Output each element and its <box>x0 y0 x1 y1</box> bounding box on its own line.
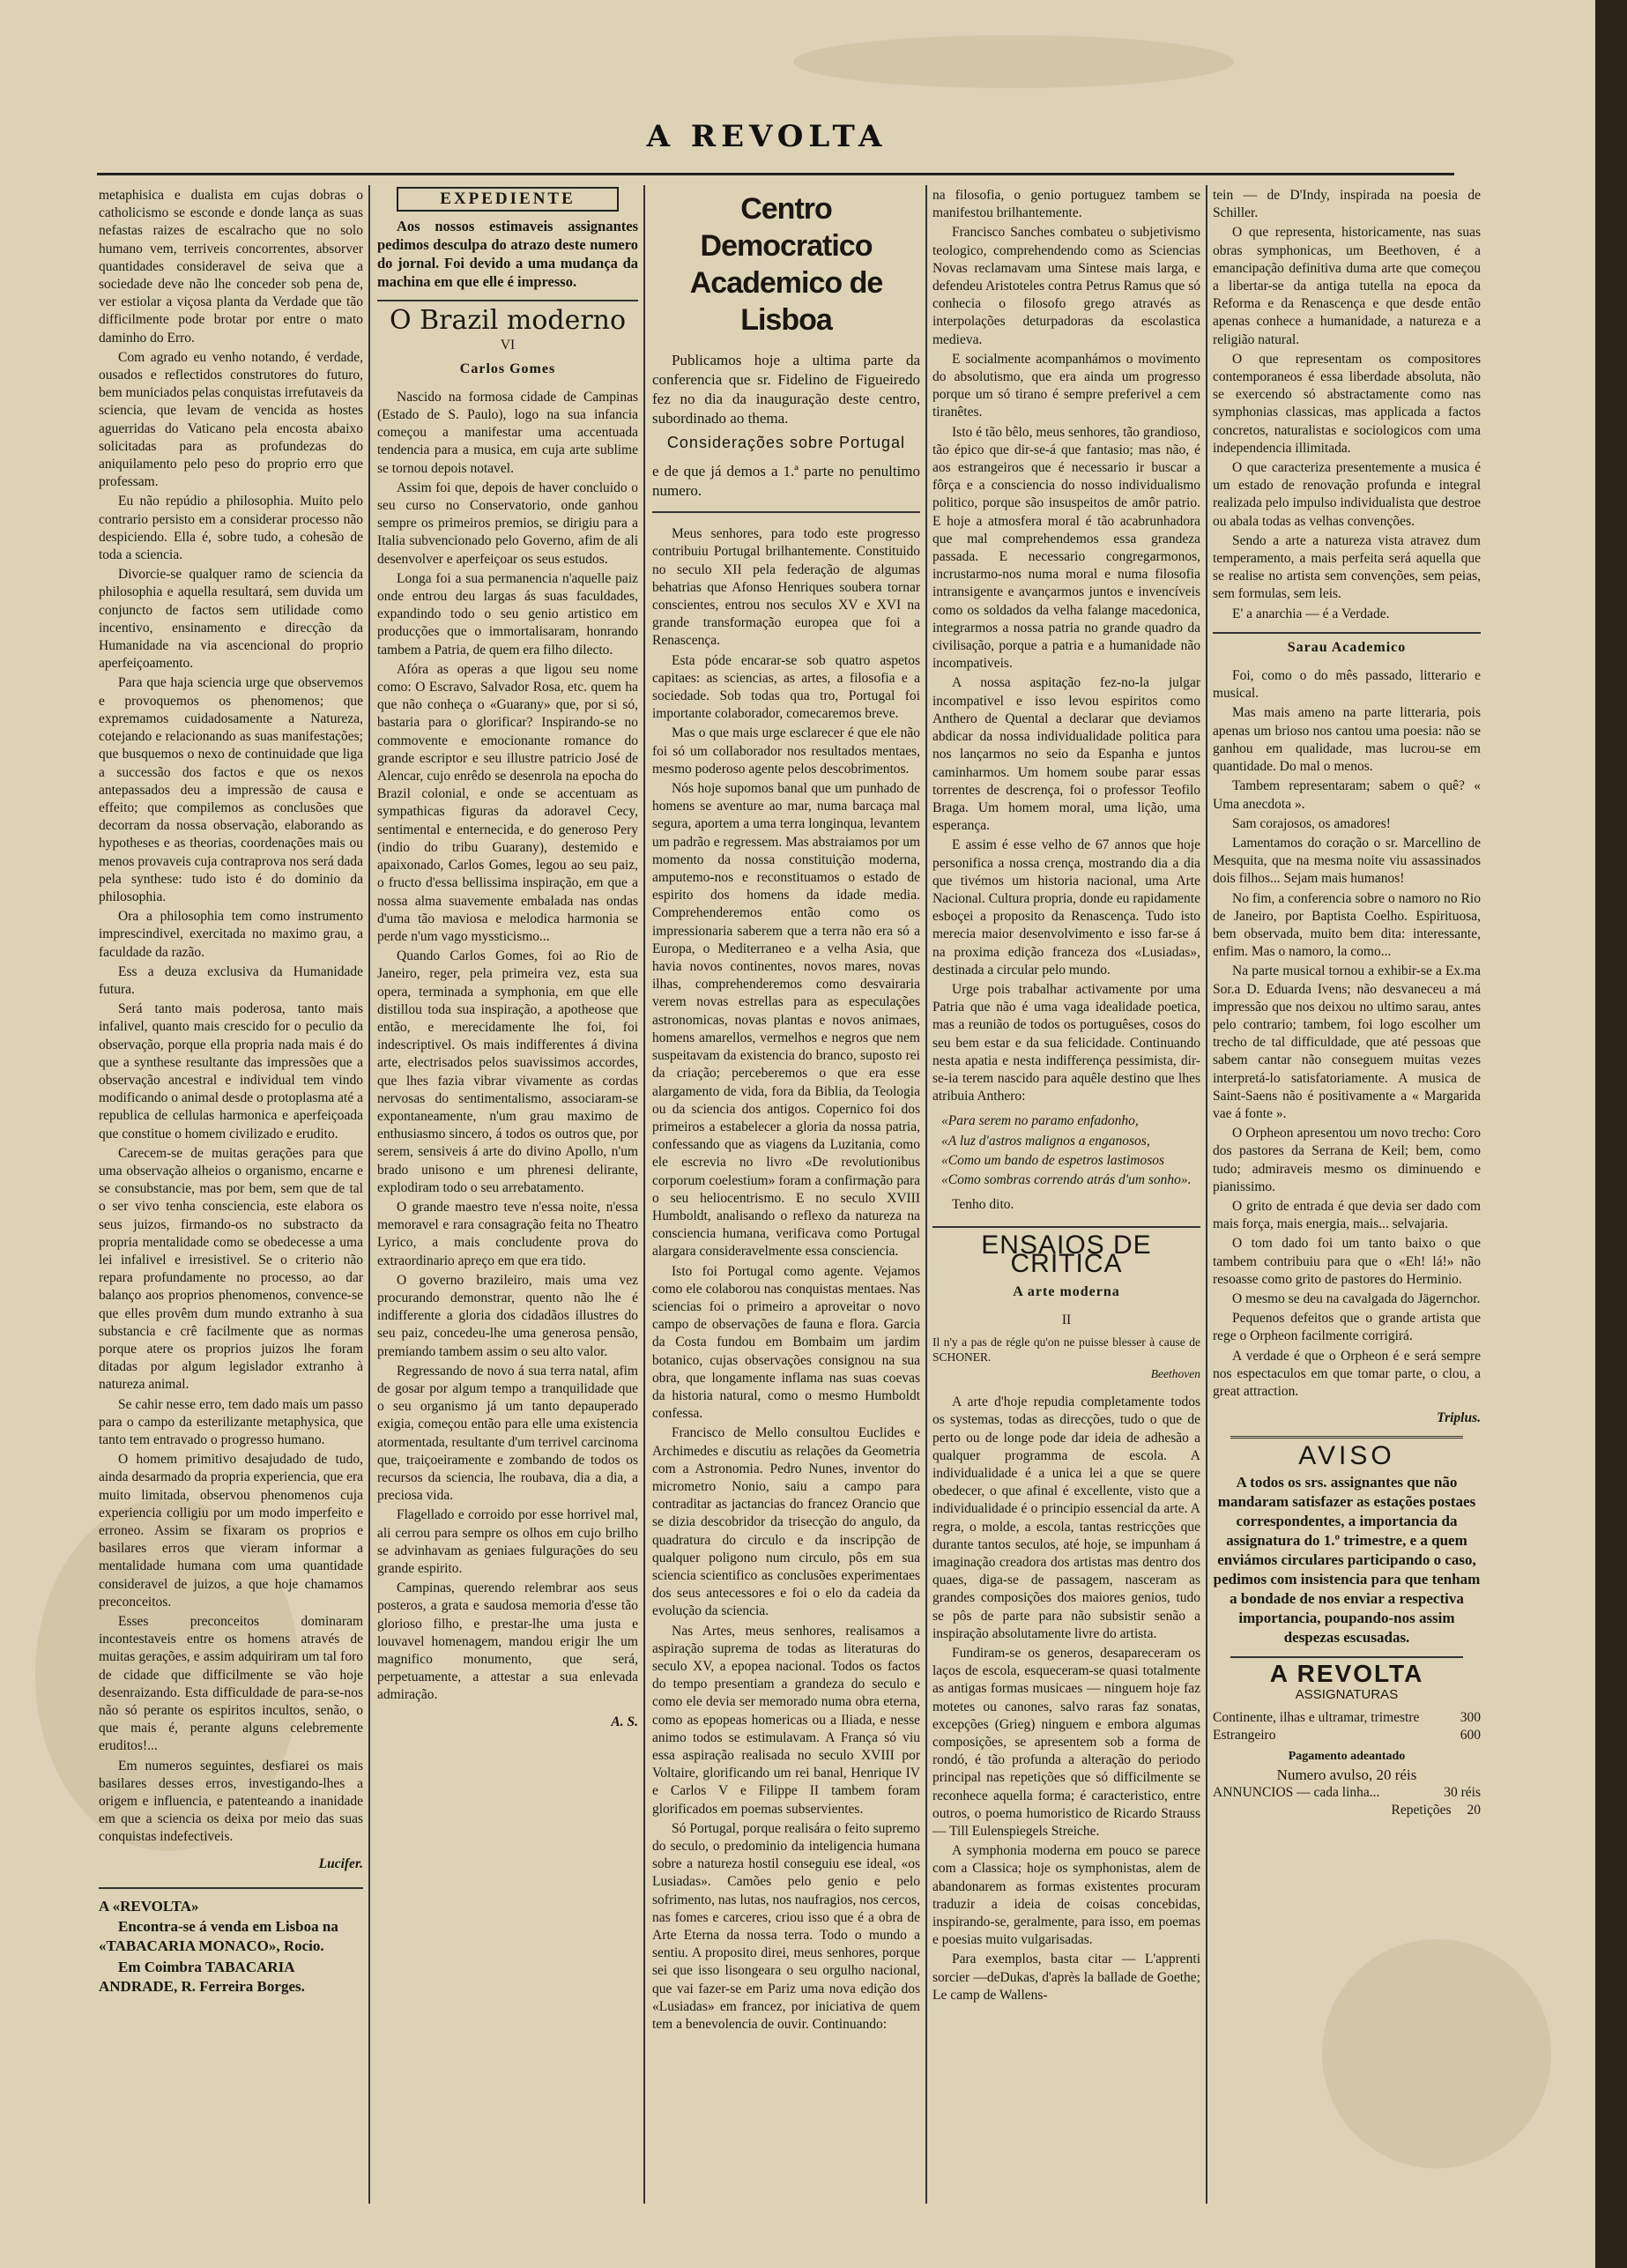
article-subtitle: Carlos Gomes <box>459 361 556 376</box>
paragraph: O Orpheon apresentou um novo trecho: Coro dos pastores da Serrana de Keil; bem, como tudo; admiraveis mesmo os diminuendo e pianissimo. <box>1213 1126 1481 1194</box>
verse-line: «Como um bando de espetros lastimosos <box>941 1152 1165 1168</box>
paragraph: E' a anarchia — é a Verdade. <box>1232 606 1390 621</box>
closing: Tenho dito. <box>952 1197 1014 1213</box>
column-4 <box>932 187 1200 2214</box>
section-number: II <box>1061 1312 1072 1327</box>
paragraph: Francisco de Mello consultou Euclides e Archimedes e discutiu as relações da Geometria com a Astronomia. Pedro Nunes, inventor do micrometro Nonio, saiu a campo para contraditar as jactancias do francez Orancio que se dizia descobridor da trisecção do angulo, da quadratura do circulo e da inscripção de qualquer poligono num circulo, pôs em sua sciencia scientifico as conclusões experimentaes dos seus antecessores e foi o elo da cadeia da evolução da sciencia. <box>652 1425 920 1619</box>
notice-title: A «REVOLTA» <box>99 1897 199 1915</box>
verse-line: «A luz d'astros malignos a enganosos, <box>941 1133 1150 1149</box>
masthead-rule <box>97 173 1454 175</box>
column-5 <box>1213 187 1481 2223</box>
repeat-row <box>1213 1802 1481 1819</box>
masthead: A REVOLTA <box>646 119 888 154</box>
paragraph: Afóra as operas a que ligou seu nome como: O Escravo, Salvador Rosa, etc. quem ha que não conheça o «Guarany» que, por si só, bastaria para o glorificar? Inspirando-se no commovente e emocionante romance do grande escriptor e seu illustre patricio José de Alencar, cujo enrêdo se desenrola na epocha do Brazil colonial, e onde se accentuam as sympathicas figuras da adoravel Cecy, sentimental e enternecida, e do generoso Pery (indio do tribu Guarany), destemido e apaixonado, Carlos Gomes, legou ao seu paiz, o fructo d'essa bellissima inspiração, em que a nossa alma suavemente embalada nas ondas d'uma tão maviosa e melodica harmonia se perde n'um vago myssticismo... <box>377 661 638 944</box>
payment-note: Pagamento adeantado <box>1288 1750 1406 1764</box>
paragraph: Esta póde encarar-se sob quatro aspetos capitaes: as sciencias, as artes, a filosofia e a sociedade. Sob todas qua tro, Portugal foi importante colaborador, comecaremos breve. <box>652 652 920 722</box>
aviso-title: AVISO <box>1298 1441 1395 1471</box>
column-divider <box>643 185 645 2204</box>
paragraph: O grito de entrada é que devia ser dado com mais força, mais energia, mais... selvajaria. <box>1213 1198 1481 1232</box>
paragraph: Tambem representaram; sabem o quê? « Uma anecdota ». <box>1213 778 1481 812</box>
paragraph: Só Portugal, porque realisára o feito supremo do seculo, o predominio da inteligencia humana sobre a natureza hostil conseguiu ese ideal, «os Lusiadas». Camões pelo genio e pelo sofrimento, nas lutas, nos naufragios, nos cercos, nas fomes e carceres, criou isso que é a obra de Arte Eterna da nossa terra. Todo o mundo a sentiu. A proposito direi, meus senhores, porque sei que isso lisongeara o seu orgulho nacional, que vai fazer-se em Pariz uma nova edição dos «Lusiadas» em francez, por iniciativa de quem tem a benevolencia de ouvir. Continuando: <box>652 1820 920 2033</box>
notice-line: Em Coimbra TABACARIA ANDRADE, R. Ferreira Borges. <box>99 1959 305 1996</box>
paragraph: O homem primitivo desajudado de tudo, ainda desarmado da propria experiencia, que era muito limitada, observou phenomenos cuja experiencia colligiu por um modo imperfeito e erroneo. Assim se fixaram os proprios e basilares erros que vieram informar a mentalidade humana com uma quantidade consideravel de juizos, a que hoje chamamos preconceitos. <box>99 1452 363 1610</box>
paragraph: Flagellado e corroido por esse horrivel mal, ali cerrou para sempre os olhos em cujo brilho se advinhavam as geniaes fulgurações do seu grande espirito. <box>377 1507 638 1577</box>
paragraph: O grande maestro teve n'essa noite, n'essa memoravel e rara consagração feita no Theatro Lyrico, a mais concludente prova do extraordinario apreço em que era tido. <box>377 1199 638 1268</box>
article-title: O Brazil moderno <box>389 305 627 337</box>
expediente-text: Aos nossos estimaveis assignantes pedimos desculpa do atrazo deste numero do jornal. Foi devido a uma mudança da machina em que elle é impresso. <box>377 218 638 291</box>
repeat-value: 20 <box>1467 1803 1481 1818</box>
paragraph: Em numeros seguintes, desfiarei os mais basilares desses erros, investigando-lhes a origem e influencia, e patenteando a inanidade em que a sciencia os deixa por meio das suas conquistas indefectiveis. <box>99 1758 363 1845</box>
expediente-heading: EXPEDIENTE <box>397 187 619 212</box>
paragraph: E socialmente acompanhámos o movimento do absolutismo, que era ainda um progresso porque um só tirano é sempre preferivel a cem tiranêtes. <box>932 351 1200 420</box>
column-divider <box>925 185 927 2204</box>
aviso-text: A todos os srs. assignantes que não mandaram satisfazer as estações postaes correspondentes, a importancia da assignatura do 1.º trimestre, e a quem enviámos circulares participando o caso, pedimos com insistencia para que tenham a bondade de nos enviar a respectiva importancia, poupando-nos assim despezas escusadas. <box>1213 1473 1481 1646</box>
paragraph: A arte d'hoje repudia completamente todos os systemas, todas as direcções, tudo o que de perto ou de longe pode dar ideia de adhesão a qualquer programma de escola. A individualidade é a unica lei a que se quere obedecer, o que afinal é excellente, visto que a individualidade é o principio essencial da arte. A regra, o molde, a escola, tantas restricções que durante tantos seculos, até hoje, se impunham á imaginação creadora dos artistas mas dentro dos quaes, diga-se de passagem, nasceram as grandes composições dos maiores genios, tudo se pôs de parte para não subsistir senão a inspiração absolutamente livre do artista. <box>932 1394 1200 1641</box>
paragraph: O que caracteriza presentemente a musica é um estado de renovação profunda e integral realizada pelo impulso individualista que destroe ou abala todas as velhas convenções. <box>1213 460 1481 529</box>
paragraph: Campinas, querendo relembrar aos seus posteros, a grata e saudosa memoria d'esse tão glorioso filho, e prestar-lhe uma justa e louvavel homenagem, mandou erigir lhe um magnifico monumento, que será, perpetuamente, a attestar a sua enlevada admiração. <box>377 1580 638 1703</box>
paragraph: Para exemplos, basta citar — L'apprenti sorcier —deDukas, d'après la ballade de Goethe; Le camp de Wallens- <box>932 1952 1200 2003</box>
paragraph: Mas o que mais urge esclarecer é que ele não foi só um collaborador nos resultados mentaes, mesmo poderoso agente pelos descobrimentos. <box>652 725 920 777</box>
subscription-title: A REVOLTA <box>1269 1659 1424 1687</box>
column-divider <box>368 185 370 2204</box>
paragraph: A nossa aspitação fez-no-la julgar incompativel e isso levou espiritos como Anthero de Quental a declarar que deviamos abdicar da nossa individualidade politica para nos lançarmos no seio da Espanha e juntos caminharmos. Um homem soube parar essas torrentes de descrença, foi o professor Teofilo Braga. Um homem moral, uma lição, uma esperança. <box>932 675 1200 834</box>
paragraph: Foi, como o do mês passado, litterario e musical. <box>1213 668 1481 702</box>
page-edge <box>1595 0 1627 2268</box>
paragraph: O mesmo se deu na cavalgada do Jägernchor. <box>1232 1290 1481 1306</box>
paragraph: Se cahir nesse erro, tem dado mais um passo para o campo da esterilizante metaphysica, que tanto tem entravado o progresso humano. <box>99 1396 363 1448</box>
column-1 <box>99 187 363 2214</box>
paragraph: Sendo a arte a natureza vista atravez dum temperamento, a mais perfeita será aquella que se realise no artista sem convenções, sem peias, sem formulas, sem leis. <box>1213 532 1481 602</box>
verse-line: «Como sombras correndo atrás d'um sonho». <box>941 1171 1192 1187</box>
section-subtitle: A arte moderna <box>1013 1283 1120 1299</box>
paragraph: Carecem-se de muitas gerações para que uma observação alheios o organismo, encarne e se consubstancie, mas por bem, sem que de tal o ser vivo tenha consciencia, este elabora os seus juizos, firmando-os no substracto da propria mentalidade como se obedecesse a uma lei infalivel e irresistivel. Se o criterio não repara profundamente no processo, ao dar balanço aos proprios phenomenos, convence-se que elles provêm dum mundo extranho à sua substancia e crê facilmente que as normas porque atere os proprios juizos lhe foram ditadas por algum legislador extranho à natureza animal. <box>99 1145 363 1393</box>
paragraph: Pequenos defeitos que o grande artista que rege o Orpheon facilmente corrigirá. <box>1213 1311 1481 1344</box>
verse-line: «Para serem no paramo enfadonho, <box>941 1113 1139 1129</box>
continuation: e de que já demos a 1.ª parte no penultimo numero. <box>652 463 920 500</box>
paragraph: Mas mais ameno na parte litteraria, pois apenas um brioso nos cantou uma poesia: não se ganhou em qualidade, mas lucrou-se em quantidade. Do mal o menos. <box>1213 705 1481 775</box>
article-title: Centro Democratico Academico de Lisboa <box>689 192 883 337</box>
paragraph: Isto foi Portugal como agente. Vejamos como ele colaborou nas conquistas mentaes. Nas sciencias foi o primeiro a aproveitar o novo campo de observações de fauna e flora. Garcia da Costa fundou em Bombaim um jardim botanico, cujas observações consignou na sua obra, que longamente inflama nas suas coevas da historia natural, como o mesmo Humboldt confessa. <box>652 1263 920 1422</box>
paragraph: Urge pois trabalhar activamente por uma Patria que não é uma vaga idealidade poetica, mas a reunião de todos os portuguêses, cosos do seu bem estar e da sua felicidade. Continuando nesta apatia e nesta indifferença pessimista, dir-se-ia terem nascido para aquêle destino que lhes atribuia Anthero: <box>932 981 1200 1104</box>
paragraph: Assim foi que, depois de haver concluido o seu curso no Conservatorio, onde ganhou sempre os primeiros premios, se dirigiu para a Italia subvencionado pelo Governo, afim de ali desenvolver e aperfeiçoar os seus estudos. <box>377 480 638 567</box>
paragraph: Lamentamos do coração o sr. Marcellino de Mesquita, que na mesma noite viu assassinados dois filhos... Sejam mais humanos! <box>1213 835 1481 887</box>
ads-label: ANNUNCIOS — cada linha... <box>1213 1784 1380 1800</box>
paragraph: metaphisica e dualista em cujas dobras o catholicismo se esconde e donde lança as suas nefastas raizes de escalracho que no solo humano vem, terriveis concorrentes, absorver quantidades consideravel de seiva que a sociedade deve não lhe conceder sob pena de, ver estiolar a viçosa planta da Verdade que tão difficilmente pode brotar por entre o mato daminho do Erro. <box>99 188 363 346</box>
paragraph: Fundiram-se os generos, desapareceram os laços de escola, esqueceram-se quasi totalmente as antigas formas musicaes — ninguem hoje faz motetes ou canones, salvo raras faz sonatas, excepções (Grieg) ninguem e embora algumas composições, se apresentem sob a forma de rondó, é tão profunda a alteração do periodo principal nas repetições que só difficilmente se reconhece aquella forma; é caracteristico, entre outros, o poema humoristico de Ricardo Strauss — Till Eulenspiegels Streiche. <box>932 1646 1200 1840</box>
column-3 <box>652 187 920 2214</box>
epigraph-author: Beethoven <box>1150 1367 1200 1381</box>
rate-value: 300 <box>1460 1710 1481 1726</box>
repeat-label: Repetições <box>1391 1803 1452 1818</box>
paragraph: Eu não repúdio a philosophia. Muito pelo contrario persisto em a considerar processo não despiciendo. Ella é, sobre tudo, a cohesão de toda a sciencia. <box>99 494 363 563</box>
paragraph: Sam corajosos, os amadores! <box>1232 815 1391 831</box>
paragraph: Divorcie-se qualquer ramo de sciencia da philosophia e aquella resultará, sem duvida um conjuncto de factos sem utilidade como incentivo, ensinamento e direcção da Humanidade na via ascencional do proprio aperfeiçoamento. <box>99 567 363 672</box>
article-subtitle: Considerações sobre Portugal <box>666 434 906 451</box>
ads-row <box>1213 1784 1481 1802</box>
ads-value: 30 réis <box>1444 1784 1481 1800</box>
paragraph: Nas Artes, meus senhores, realisamos a aspiração suprema de todas as literaturas do seculo XV, a epopea nacional. Todos os factos do tempo presentiam a grandeza do seculo e como ele devia ser memorado numa obra eterna, como as epopeas homericas ou a Iliada, e nesse animo todos se estimulavam. A França só viu essa aspiração realisada no seculo XVIII por Voltaire, glorificando um rei banal, Henrique IV e Carlos V e Filippe II tambem foram glorificados em poemas subservientes. <box>652 1623 920 1817</box>
paragraph: Nascido na formosa cidade de Campinas (Estado de S. Paulo), logo na sua infancia começou a manifestar uma accentuada tendencia para a musica, em cuja arte sublime se tornou depois notavel. <box>377 389 638 476</box>
rate-row <box>1213 1727 1481 1744</box>
paragraph: Ora a philosophia tem como instrumento imprescindivel, exercitada no maximo grau, a faculdade da razão. <box>99 909 363 960</box>
single-price: Numero avulso, 20 réis <box>1276 1766 1417 1783</box>
signature: A. S. <box>611 1714 638 1729</box>
subscription-subtitle: ASSIGNATURAS <box>1295 1686 1399 1702</box>
paragraph: E assim é esse velho de 67 annos que hoje personifica a nossa crença, mostrando dia a dia que tivémos um historia nacional, uma Arte Nacional. Cultura propria, donde eu rapidamente esboçei a proposito da Renascença. Tudo isto merecia maior desenvolvimento e isso far-se á na proxima edição franceza dos «Lusiadas», destinada a circular pelo mundo. <box>932 837 1200 978</box>
rate-row <box>1213 1709 1481 1727</box>
rate-label: Continente, ilhas e ultramar, trimestre <box>1213 1710 1420 1726</box>
section-title: ENSAIOS DE CRITICA <box>981 1231 1152 1278</box>
paragraph: na filosofia, o genio portuguez tambem se manifestou brilhantemente. <box>932 188 1200 221</box>
paragraph: Meus senhores, para todo este progresso contribuiu Portugal brilhantemente. Constituido no seculo XII pela federação de algumas behatrias que Afonso Henriques soubera tornar conscientes, entrou nos seculos XV e XVI na grande transformação europea que foi a Renascença. <box>652 526 920 649</box>
paragraph: Com agrado eu venho notando, é verdade, ousados e reflectidos construtores do futuro, bem municiados pelas conquistas irrefutaveis da sciencia, que levam de vencida as hostes aguerridas do Vaticano pela encosta abaixo solicitadas para as profundezas do aniquilamento pelo peso do proprio erro que professam. <box>99 349 363 490</box>
paragraph: O tom dado foi um tanto baixo o que tambem contribuiu para que o «Eh! lá!» não resoasse como grito de pastores do Herminio. <box>1213 1236 1481 1287</box>
column-divider <box>1206 185 1207 2204</box>
paragraph: A verdade é que o Orpheon é e será sempre nos espectaculos em que tomar parte, o clou, a great attraction. <box>1213 1348 1481 1399</box>
notice-line: Encontra-se á venda em Lisboa na «TABACARIA MONACO», Rocio. <box>99 1918 338 1955</box>
paragraph: tein — de D'Indy, inspirada na poesia de Schiller. <box>1213 188 1481 221</box>
paragraph: Para que haja sciencia urge que observemos e provoquemos os phenomenos; que expremamos cuidadosamente a Natureza, cotejando e relacionando as suas manifestações; que busquemos o nexo de continuidade que liga a successão dos factos e que os nexos antepassados deu a impressão de causa e effeito; que compilemos as conclusões que decorram da nossa observação, elaborando as hypotheses e as theorias, coordenações mais ou menos provaveis cuja contraprova nos será dada pela synthese: tudo isto é do dominio da philosophia. <box>99 675 363 904</box>
sarau-title: Sarau Academico <box>1287 639 1407 655</box>
paragraph: O que representam os compositores contemporaneos é essa liberdade absoluta, não se exercendo só abstractamente como nas symphonias classicas, mas applicada a factos concretos, naturalistas e sociologicos com uma independencia illimitada. <box>1213 351 1481 456</box>
paragraph: No fim, a conferencia sobre o namoro no Rio de Janeiro, por Baptista Coelho. Espirituosa, bem observada, muito bem dita: interessante, enfim. Mas o namoro, la como... <box>1213 890 1481 960</box>
paragraph: Francisco Sanches combateu o subjetivismo teologico, comprehendendo como as Sciencias Novas reclamavam uma Sintese mais larga, e defendeu Aristoteles contra Petrus Ramus que só conhecia o filosofo grego através as interpolações deturpadoras da escolastica medieva. <box>932 225 1200 347</box>
paragraph: O que representa, historicamente, nas suas obras symphonicas, um Beethoven, é a emancipação definitiva duma arte que começou a libertar-se da antiga tutella na epoca da Reforma e da Renascença e que desde então apenas conhece a humanidade, a natureza e a religião natural. <box>1213 225 1481 347</box>
rate-label: Estrangeiro <box>1213 1728 1276 1744</box>
column-2 <box>377 187 638 2214</box>
paragraph: Ess a deuza exclusiva da Humanidade futura. <box>99 963 363 997</box>
article-number: VI <box>500 338 516 353</box>
paragraph: Quando Carlos Gomes, foi ao Rio de Janeiro, reger, pela primeira vez, esta sua opera, terminada a symphonia, em que elle distillou toda sua inspiração, a apotheose que então, e merecidamente lhe foi, foi indescriptivel. Os mais indifferentes á divina arte, electrisados pelos suavissimos accordes, que lhes fazia vibrar vivamente as cordas nervosas do sentimentalismo, associaram-se expontaneamente, n'um grau maximo de enthusiasmo sincero, á todos os outros que, por serem, sensiveis á arte do divino Apollo, n'um brado unisono e um phrenesi delirante, explodiram todo o seu arrebatamento. <box>377 948 638 1195</box>
paragraph: Será tanto mais poderosa, tanto mais infalivel, quanto mais crescido for o peculio da observação, porque ella propria nada mais é do que a synthese resultante das impressões que a observação ancestral e individual tem vindo modificando o animal desde o protoplasma até a republica de cellulas harmonica e aperfeiçoada que constitue o homem civilizado e erudito. <box>99 1001 363 1141</box>
signature: Triplus. <box>1437 1410 1481 1426</box>
paragraph: Regressando de novo á sua terra natal, afim de gosar por algum tempo a tranquilidade que o seu organismo já um tanto depauperado exigia, começou então para elle uma existencia atormentada, resultante d'um terrivel carcinoma que, traiçoeiramente e zombando de todos os recursos da sciencia, lhe roubava, dia a dia, a preciosa vida. <box>377 1363 638 1504</box>
paragraph: O governo brazileiro, mais uma vez procurando demonstrar, quento não lhe é indifferente a gloria dos cidadãos illustres do seu paiz, concedeu-lhe uma generosa pensão, premiando tambem assim o seu alto valor. <box>377 1272 638 1359</box>
paragraph: Nós hoje supomos banal que um punhado de homens se aventure ao mar, numa barcaça mal segura, aportem a uma terra longinqua, levantem um padrão e regressem. Mas abstraiamos por um momento da nossa constituição moderna, amputemo-nos e reconstituamos o estado de espirito dos homens da idade media. Comprehenderemos então como os impressionaria saberem que a terra não era só a Europa, o Mediterraneo e a velha Asia, que havia novos continentes, novos mares, novas ilhas, comprehenderemos como desvairaria verem novas estrellas para as especulações astronomicas, novas plantas e novos animaes, homens amarellos, vermelhos e negros que nem suspeitavam da existencia do branco, suposto rei da criação; perceberemos o que era esse alargamento de vida, fora da Biblia, da Teologia ou da sciencia dos antigos. Copernico foi dos primeiros a estabelecer a gloria da nossa patria, confessando que as viagens da Luzitania, como ele escrevia no livro «De revolutionibus corporum coelestium» foram a confirmação para o seu heliocentrismo. E no seculo XVIII Humboldt, analisando o reflexo da natureza na consciencia humana, verificava como Portugal alargara consideravelmente essa consciencia. <box>652 781 920 1260</box>
paragraph: Esses preconceitos dominaram incontestaveis entre os homens através de muitas gerações, e assim adquiriram um tal foro de cidade que difficilmente se vão hoje desenraizando. Esta difficuldade de para-se-nos não só perante os espiritos incultos, senão, o que mais é, perante alguns celebremente eruditos!... <box>99 1614 363 1754</box>
paragraph: Longa foi a sua permanencia n'aquelle paiz onde entrou deu largas ás suas faculdades, expandindo todo o seu genio artistico em producções que o immortalisaram, honrando tambem a Patria, de quem era filho dilecto. <box>377 570 638 658</box>
paragraph: Na parte musical tornou a exhibir-se a Ex.ma Sor.a D. Eduarda Ivens; não desvaneceu a má impressão que nos deixou no ultimo sarau, antes pelo contrario; tambem, foi logo escolher um trecho de tal difficuldade, que até pessoas que sabem cantar não conseguem muitas vezes interpretá-lo satisfatoriamente. A musica de Saint-Saens não é positivamente a « Margarida vae á fonte ». <box>1213 963 1481 1121</box>
signature: Lucifer. <box>318 1855 363 1871</box>
intro: Publicamos hoje a ultima parte da conferencia que sr. Fidelino de Figueiredo fez no dia da inauguração deste centro, subordinado ao thema. <box>652 352 920 427</box>
paragraph: Isto é tão bêlo, meus senhores, tão grandioso, tão épico que dir-se-á que fantasio; mas não, é aos estrangeiros que é necessario ir buscar a fôrça e a consciencia do nosso individualismo politico, porque são insuspeitos de amôr patrio. E hoje a atmosfera moral é tão acabrunhadora que mal comprehendemos essa grandeza passada. E necessario congregarmonos, incrustarmo-nos numa moral e numa filosofia intransigente e avançarmos juntos e invencíveis como os soldados da velha falange macedonica, integrarmos a nossa patria no grande quadro da civilisação, porque a patria e a humanidade não incompativeis. <box>932 424 1200 672</box>
epigraph: Il n'y a pas de régle qu'on ne puisse blesser à cause de SCHONER. <box>932 1335 1200 1365</box>
rate-value: 600 <box>1460 1728 1481 1744</box>
paragraph: A symphonia moderna em pouco se parece com a Classica; hoje os symphonistas, alem de abandonarem as formas existentes procuram traduzir a ideia de coisas concebidas, inspirando-se, geralmente, para isso, em poemas e poesias muito vulgarisadas. <box>932 1843 1200 1948</box>
